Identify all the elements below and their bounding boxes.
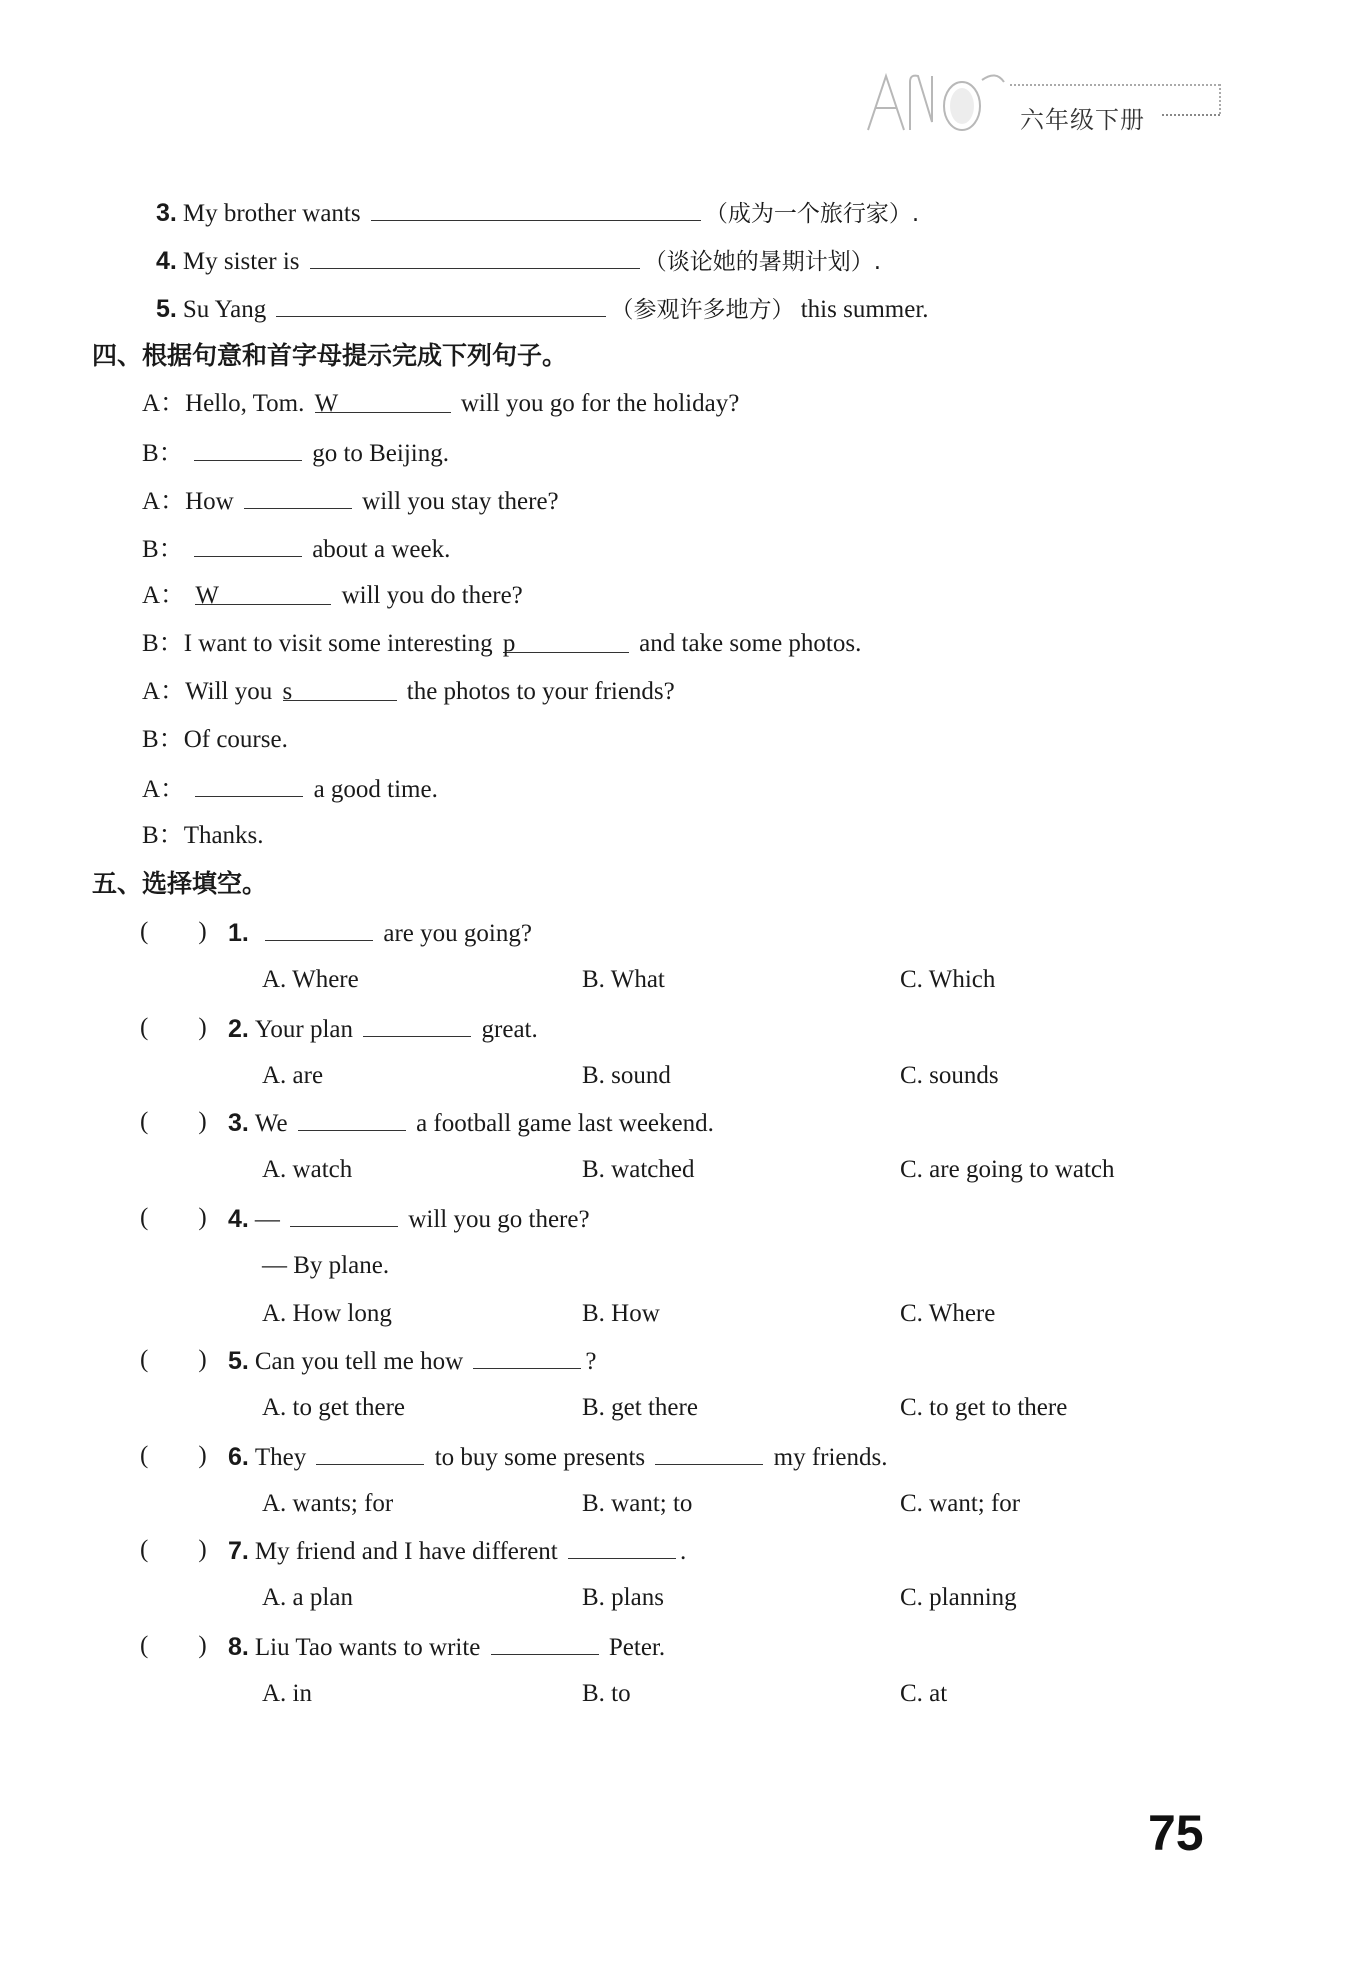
question-4-reply: — By plane. <box>262 1252 390 1279</box>
dialogue-line-8: B：Of course. <box>142 726 288 753</box>
answer-parenthesis[interactable]: ( ) <box>140 1442 207 1469</box>
answer-parenthesis[interactable]: ( ) <box>140 1536 207 1563</box>
answer-blank[interactable]: s <box>283 676 397 701</box>
grade-label: 六年级下册 <box>1020 106 1145 134</box>
header-dotted-border <box>1010 84 1220 86</box>
option-b: B. How <box>582 1300 660 1327</box>
answer-blank <box>655 1440 763 1465</box>
section-5-title: 五、选择填空。 <box>92 869 268 898</box>
option-a: A. in <box>262 1680 312 1707</box>
answer-blank <box>491 1630 599 1655</box>
question-4: 4. — will you go there? <box>228 1202 590 1236</box>
answer-parenthesis[interactable]: ( ) <box>140 1632 207 1659</box>
header-dotted-border-vertical <box>1219 84 1221 114</box>
dialogue-line-9: A： a good time. <box>142 772 438 806</box>
answer-parenthesis[interactable]: ( ) <box>140 918 207 945</box>
option-c: C. sounds <box>900 1062 999 1089</box>
dialogue-line-5: A： W will you do there? <box>142 582 523 609</box>
answer-blank <box>290 1202 398 1227</box>
answer-blank[interactable] <box>371 196 701 221</box>
option-a: A. Where <box>262 966 359 993</box>
dialogue-line-2: B： go to Beijing. <box>142 436 449 470</box>
section-4-title: 四、根据句意和首字母提示完成下列句子。 <box>92 341 568 370</box>
header-dotted-line <box>1162 114 1220 116</box>
dialogue-line-7: A：Will you s the photos to your friends? <box>142 678 675 705</box>
series-logo-icon <box>858 62 1008 140</box>
option-b: B. to <box>582 1680 631 1707</box>
answer-parenthesis[interactable]: ( ) <box>140 1346 207 1373</box>
dialogue-line-1: A：Hello, Tom. W will you go for the holiday? <box>142 390 740 417</box>
option-b: B. watched <box>582 1156 695 1183</box>
option-c: C. want; for <box>900 1490 1021 1517</box>
answer-blank[interactable]: p <box>503 628 629 653</box>
translation-item-4: 4. My sister is （谈论她的暑期计划）. <box>156 244 881 278</box>
question-2: 2. Your plan great. <box>228 1012 538 1046</box>
answer-blank <box>316 1440 424 1465</box>
dialogue-line-10: B：Thanks. <box>142 822 264 849</box>
option-b: B. want; to <box>582 1490 693 1517</box>
answer-parenthesis[interactable]: ( ) <box>140 1204 207 1231</box>
answer-parenthesis[interactable]: ( ) <box>140 1108 207 1135</box>
option-b: B. plans <box>582 1584 664 1611</box>
answer-blank <box>363 1012 471 1037</box>
option-a: A. wants; for <box>262 1490 394 1517</box>
option-c: C. are going to watch <box>900 1156 1115 1183</box>
answer-blank <box>265 916 373 941</box>
option-c: C. at <box>900 1680 948 1707</box>
option-b: B. sound <box>582 1062 671 1089</box>
page-number: 75 <box>1148 1805 1204 1861</box>
dialogue-line-6: B：I want to visit some interesting p and take some photos. <box>142 630 862 657</box>
option-a: A. to get there <box>262 1394 406 1421</box>
answer-blank[interactable]: W <box>195 580 331 605</box>
answer-parenthesis[interactable]: ( ) <box>140 1014 207 1041</box>
option-c: C. planning <box>900 1584 1017 1611</box>
dialogue-line-4: B： about a week. <box>142 532 450 566</box>
option-c: C. to get to there <box>900 1394 1068 1421</box>
question-6: 6. They to buy some presents my friends. <box>228 1440 888 1474</box>
translation-item-3: 3. My brother wants （成为一个旅行家）. <box>156 196 919 230</box>
translation-item-5: 5. Su Yang （参观许多地方） this summer. <box>156 292 929 326</box>
question-5: 5. Can you tell me how ? <box>228 1344 597 1378</box>
option-a: A. are <box>262 1062 324 1089</box>
answer-blank <box>298 1106 406 1131</box>
question-1: 1. are you going? <box>228 916 532 950</box>
answer-blank[interactable] <box>244 484 352 509</box>
dialogue-line-3: A：How will you stay there? <box>142 484 559 518</box>
question-3: 3. We a football game last weekend. <box>228 1106 714 1140</box>
option-a: A. watch <box>262 1156 353 1183</box>
answer-blank[interactable] <box>310 244 640 269</box>
answer-blank <box>473 1344 581 1369</box>
answer-blank[interactable] <box>194 532 302 557</box>
answer-blank[interactable] <box>276 292 606 317</box>
answer-blank[interactable] <box>194 436 302 461</box>
option-c: C. Where <box>900 1300 996 1327</box>
option-b: B. What <box>582 966 665 993</box>
question-8: 8. Liu Tao wants to write Peter. <box>228 1630 665 1664</box>
option-a: A. How long <box>262 1300 392 1327</box>
question-7: 7. My friend and I have different . <box>228 1534 686 1568</box>
option-c: C. Which <box>900 966 996 993</box>
answer-blank[interactable]: W <box>315 388 451 413</box>
option-b: B. get there <box>582 1394 698 1421</box>
option-a: A. a plan <box>262 1584 353 1611</box>
answer-blank <box>568 1534 676 1559</box>
answer-blank[interactable] <box>195 772 303 797</box>
